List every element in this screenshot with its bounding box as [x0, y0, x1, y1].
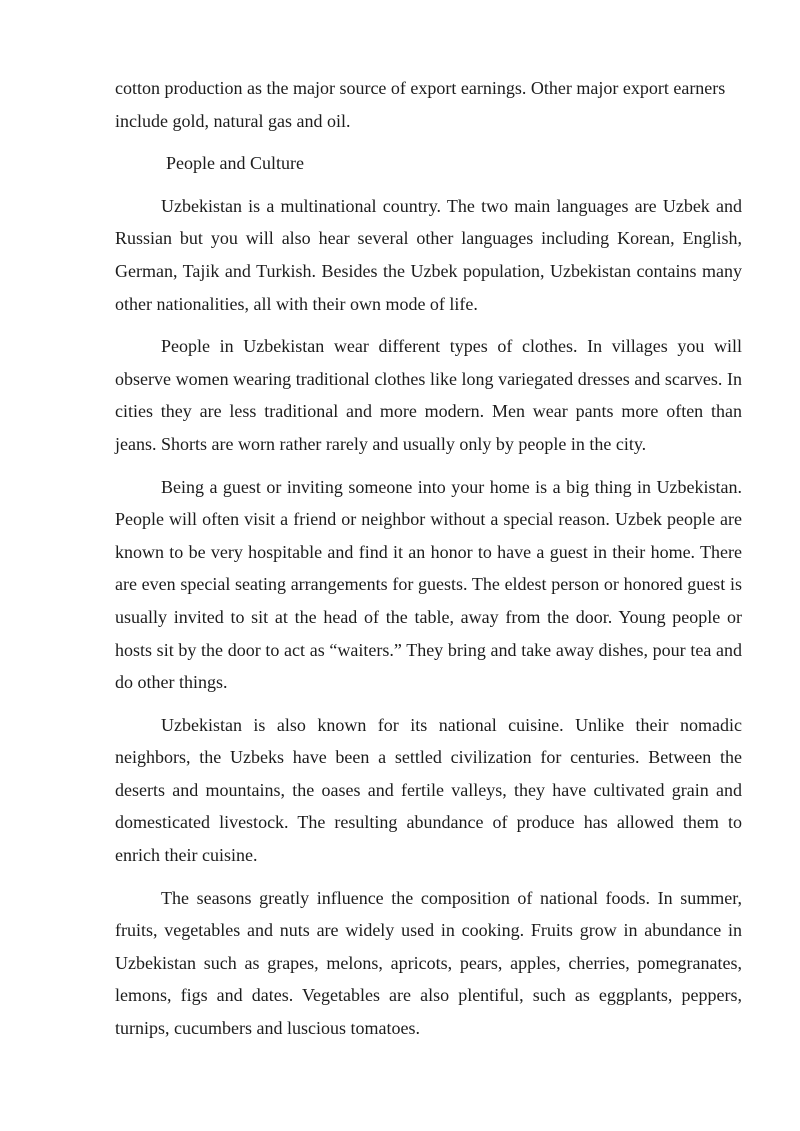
continuation-paragraph: cotton production as the major source of export earnings. Other major export earners include gold, natural gas and oil. — [115, 78, 726, 131]
paragraph-languages: Uzbekistan is a multinational country. The two main languages are Uzbek and Russian but you will also hear several other languages including Korean, English, German, Tajik and Turkish. Besides the Uzbek population, Uzbekistan contains many other nationalities, all with their own mode of life. — [115, 195, 742, 314]
paragraph-clothes: People in Uzbekistan wear different types of clothes. In villages you will observe women wearing traditional clothes like long variegated dresses and scarves. In cities they are less traditional and more modern. Men wear pants more often than jeans. Shorts are worn rather rarely and usually only by people in the city. — [115, 336, 742, 454]
paragraph-seasons: The seasons greatly influence the composition of national foods. In summer, fruits, vegetables and nuts are widely used in cooking. Fruits grow in abundance in Uzbekistan such as grapes, melons, apricots, pears, apples, cherries, pomegranates, lemons, figs and dates. Vegetables are also plentiful, such as eggplants, peppers, turnips, cucumbers and luscious tomatoes. — [115, 887, 742, 1039]
section-heading: People and Culture — [166, 153, 304, 174]
paragraph-cuisine: Uzbekistan is also known for its national cuisine. Unlike their nomadic neighbors, the Uzbeks have been a settled civilization for centuries. Between the deserts and mountains, the oases and fertile valleys, they have cultivated grain and domesticated livestock. The resulting abundance of produce has allowed them to enrich their cuisine. — [115, 714, 742, 866]
paragraph-hospitality: Being a guest or inviting someone into your home is a big thing in Uzbekistan. People will often visit a friend or neighbor without a special reason. Uzbek people are known to be very hospitable and find it an honor to have a guest in their home. There are even special seating arrangements for guests. The eldest person or honored guest is usually invited to sit at the head of the table, away from the door. Young people or hosts sit by the door to act as “waiters.” They bring and take away dishes, pour tea and do other things. — [115, 476, 742, 693]
document-body — [115, 72, 742, 1055]
